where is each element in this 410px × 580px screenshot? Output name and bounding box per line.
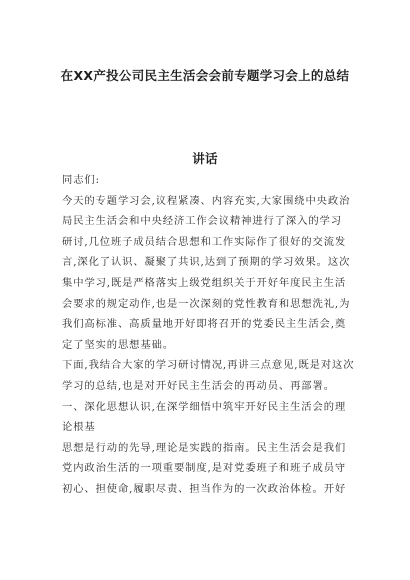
body-line: 今天的专题学习会,议程紧凑、内容充实,大家围绕中央政治 bbox=[62, 194, 351, 207]
body-line: 我们高标准、高质量地开好即将召开的党委民主生活会,奠 bbox=[62, 318, 347, 331]
body-line: 初心、担使命,履职尽责、担当作为的一次政治体检。开好 bbox=[62, 482, 347, 495]
body-line: 会要求的规定动作,也是一次深刻的党性教育和思想洗礼,为 bbox=[62, 297, 351, 310]
document-title-line-1: 在XX产投公司民主生活会会前专题学习会上的总结 bbox=[60, 68, 350, 83]
salutation: 同志们: bbox=[62, 174, 100, 186]
body-line: 下面,我结合大家的学习研讨情况,再讲三点意见,既是对这次 bbox=[62, 359, 355, 372]
body-line: 党内政治生活的一项重要制度,是对党委班子和班子成员守 bbox=[62, 462, 347, 475]
body-line: 集中学习,既是严格落实上级党组织关于开好年度民主生活 bbox=[62, 276, 347, 289]
document-body bbox=[62, 170, 355, 500]
section-heading-line: 论根基 bbox=[62, 421, 96, 434]
body-line: 思想是行动的先导,理论是实践的指南。民主生活会是我们 bbox=[62, 441, 347, 454]
body-line: 局民主生活会和中央经济工作会议精神进行了深入的学习 bbox=[62, 215, 342, 228]
body-line: 言,深化了认识、凝聚了共识,达到了预期的学习效果。这次 bbox=[62, 256, 351, 269]
body-line: 研讨,几位班子成员结合思想和工作实际作了很好的交流发 bbox=[62, 235, 347, 248]
body-line: 定了坚实的思想基础。 bbox=[62, 338, 174, 351]
document-title-line-2: 讲话 bbox=[192, 151, 218, 166]
body-line: 学习的总结,也是对开好民主生活会的再动员、再部署。 bbox=[62, 379, 335, 392]
section-heading-line: 一、深化思想认识,在深学细悟中筑牢开好民主生活会的理 bbox=[62, 400, 347, 413]
